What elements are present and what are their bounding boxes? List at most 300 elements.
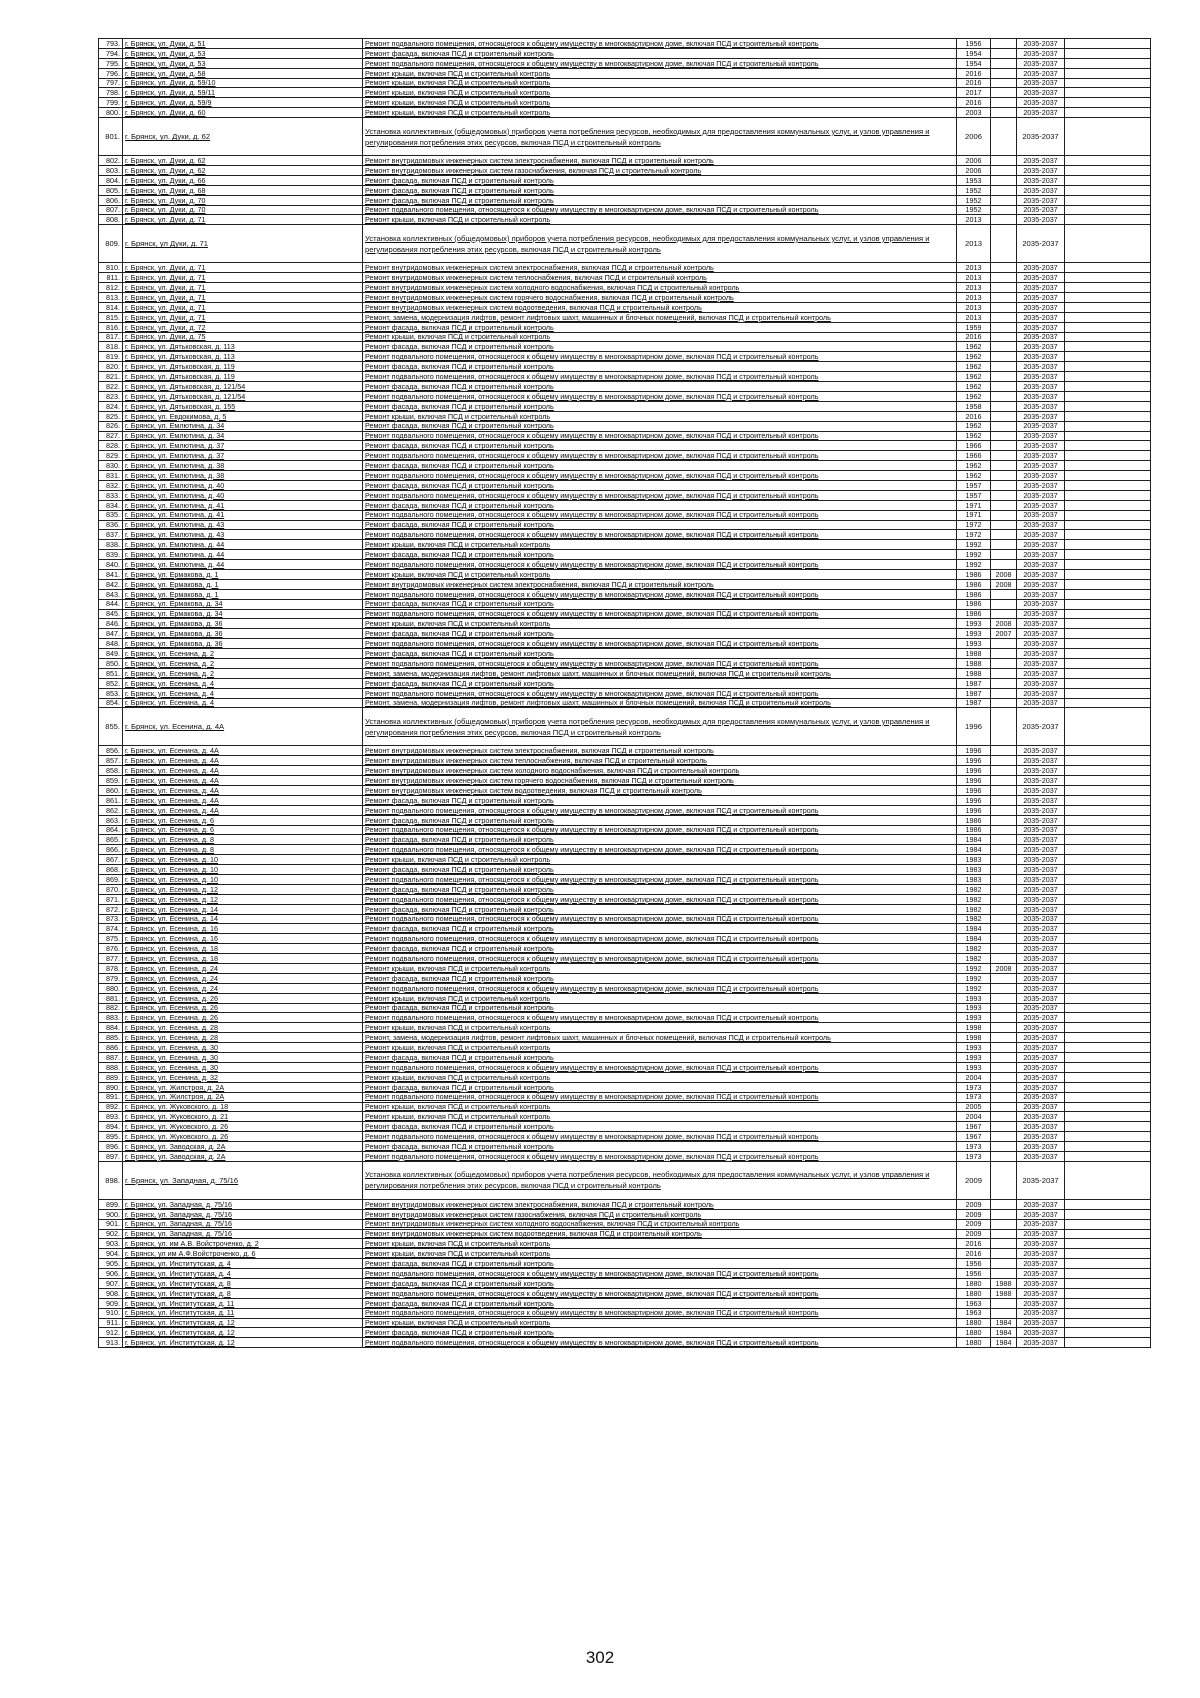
empty-cell: [1065, 283, 1151, 293]
build-year-cell: 2009: [957, 1209, 991, 1219]
build-year-cell: 1954: [957, 58, 991, 68]
address-cell: г. Брянск, ул. Есенина, д. 18: [123, 954, 363, 964]
last-repair-year-cell: [991, 845, 1017, 855]
address-cell: г. Брянск, ул. Емлютина, д. 43: [123, 530, 363, 540]
last-repair-year-cell: [991, 766, 1017, 776]
table-row: [99, 884, 1151, 894]
row-number: 872.: [99, 904, 123, 914]
table-row: [99, 166, 1151, 176]
empty-cell: [1065, 569, 1151, 579]
last-repair-year-cell: [991, 156, 1017, 166]
last-repair-year-cell: [991, 48, 1017, 58]
build-year-cell: 1962: [957, 362, 991, 372]
row-number: 820.: [99, 362, 123, 372]
table-row: [99, 1062, 1151, 1072]
row-number: 905.: [99, 1259, 123, 1269]
build-year-cell: 2013: [957, 312, 991, 322]
address-cell: г. Брянск, ул. Дуки, д. 51: [123, 39, 363, 49]
empty-cell: [1065, 756, 1151, 766]
address-cell: г. Брянск, ул. Дуки, д. 62: [123, 166, 363, 176]
address-cell: г. Брянск, ул. Емлютина, д. 34: [123, 431, 363, 441]
build-year-cell: 1962: [957, 382, 991, 392]
build-year-cell: 1972: [957, 520, 991, 530]
table-row: [99, 451, 1151, 461]
build-year-cell: 1953: [957, 175, 991, 185]
work-type-cell: Ремонт фасада, включая ПСД и строительный контроль: [363, 599, 957, 609]
work-type-cell: Ремонт фасада, включая ПСД и строительный контроль: [363, 1298, 957, 1308]
work-type-cell: Ремонт крыши, включая ПСД и строительный контроль: [363, 569, 957, 579]
address-cell: г. Брянск, ул. Емлютина, д. 40: [123, 480, 363, 490]
row-number: 879.: [99, 973, 123, 983]
last-repair-year-cell: [991, 855, 1017, 865]
work-type-cell: Ремонт внутридомовых инженерных систем электроснабжения, включая ПСД и строительный контроль: [363, 263, 957, 273]
row-number: 859.: [99, 776, 123, 786]
build-year-cell: 1962: [957, 342, 991, 352]
last-repair-year-cell: [991, 983, 1017, 993]
table-row: [99, 766, 1151, 776]
empty-cell: [1065, 490, 1151, 500]
row-number: 888.: [99, 1062, 123, 1072]
last-repair-year-cell: 2008: [991, 964, 1017, 974]
address-cell: г. Брянск, ул. Дуки, д. 71: [123, 283, 363, 293]
address-cell: г. Брянск, ул. Дуки, д. 62: [123, 156, 363, 166]
build-year-cell: 1996: [957, 795, 991, 805]
build-year-cell: 2009: [957, 1199, 991, 1209]
planned-period-cell: 2035-2037: [1017, 1132, 1065, 1142]
planned-period-cell: 2035-2037: [1017, 599, 1065, 609]
last-repair-year-cell: [991, 500, 1017, 510]
row-number: 881.: [99, 993, 123, 1003]
planned-period-cell: 2035-2037: [1017, 185, 1065, 195]
last-repair-year-cell: 1984: [991, 1338, 1017, 1348]
work-type-cell: Ремонт крыши, включая ПСД и строительный контроль: [363, 78, 957, 88]
build-year-cell: 2016: [957, 78, 991, 88]
build-year-cell: 1962: [957, 461, 991, 471]
address-cell: г. Брянск, ул. Институтская, д. 8: [123, 1288, 363, 1298]
planned-period-cell: 2035-2037: [1017, 342, 1065, 352]
row-number: 835.: [99, 510, 123, 520]
build-year-cell: 2016: [957, 98, 991, 108]
table-row: [99, 88, 1151, 98]
work-type-cell: Ремонт подвального помещения, относящегося к общему имуществу в многоквартирном доме, включая ПСД и строительный контроль: [363, 1092, 957, 1102]
empty-cell: [1065, 1092, 1151, 1102]
address-cell: г. Брянск, ул. Есенина, д. 12: [123, 884, 363, 894]
table-row: [99, 48, 1151, 58]
last-repair-year-cell: 2008: [991, 579, 1017, 589]
planned-period-cell: 2035-2037: [1017, 490, 1065, 500]
last-repair-year-cell: [991, 1062, 1017, 1072]
address-cell: г. Брянск, ул. Емлютина, д. 41: [123, 500, 363, 510]
planned-period-cell: 2035-2037: [1017, 1249, 1065, 1259]
build-year-cell: 1962: [957, 431, 991, 441]
empty-cell: [1065, 293, 1151, 303]
address-cell: г. Брянск, ул. Западная, д. 75/16: [123, 1161, 363, 1199]
row-number: 824.: [99, 401, 123, 411]
last-repair-year-cell: [991, 708, 1017, 746]
empty-cell: [1065, 401, 1151, 411]
planned-period-cell: 2035-2037: [1017, 678, 1065, 688]
build-year-cell: 1956: [957, 1259, 991, 1269]
empty-cell: [1065, 510, 1151, 520]
build-year-cell: 2013: [957, 283, 991, 293]
empty-cell: [1065, 39, 1151, 49]
last-repair-year-cell: [991, 1043, 1017, 1053]
planned-period-cell: 2035-2037: [1017, 1308, 1065, 1318]
work-type-cell: Ремонт внутридомовых инженерных систем водоотведения, включая ПСД и строительный контроль: [363, 302, 957, 312]
address-cell: г. Брянск, ул. Есенина, д. 8: [123, 845, 363, 855]
work-type-cell: Ремонт фасада, включая ПСД и строительный контроль: [363, 441, 957, 451]
planned-period-cell: 2035-2037: [1017, 805, 1065, 815]
table-row: [99, 708, 1151, 746]
row-number: 843.: [99, 589, 123, 599]
table-row: [99, 776, 1151, 786]
work-type-cell: Ремонт фасада, включая ПСД и строительный контроль: [363, 500, 957, 510]
work-type-cell: Ремонт крыши, включая ПСД и строительный контроль: [363, 619, 957, 629]
last-repair-year-cell: [991, 118, 1017, 156]
address-cell: г. Брянск, ул. Есенина, д. 4А: [123, 795, 363, 805]
table-row: [99, 293, 1151, 303]
table-row: [99, 688, 1151, 698]
build-year-cell: 1959: [957, 322, 991, 332]
row-number: 839.: [99, 550, 123, 560]
empty-cell: [1065, 954, 1151, 964]
planned-period-cell: 2035-2037: [1017, 1151, 1065, 1161]
last-repair-year-cell: 2007: [991, 629, 1017, 639]
build-year-cell: 1988: [957, 649, 991, 659]
last-repair-year-cell: [991, 520, 1017, 530]
address-cell: г. Брянск, ул. Жуковского, д. 26: [123, 1132, 363, 1142]
table-row: [99, 1249, 1151, 1259]
work-type-cell: Ремонт подвального помещения, относящегося к общему имуществу в многоквартирном доме, включая ПСД и строительный контроль: [363, 914, 957, 924]
last-repair-year-cell: [991, 1092, 1017, 1102]
planned-period-cell: 2035-2037: [1017, 1219, 1065, 1229]
table-row: [99, 1219, 1151, 1229]
address-cell: г. Брянск, ул. Институтская, д. 4: [123, 1259, 363, 1269]
table-row: [99, 1269, 1151, 1279]
address-cell: г. Брянск, ул. Есенина, д. 4: [123, 688, 363, 698]
empty-cell: [1065, 98, 1151, 108]
build-year-cell: 1983: [957, 875, 991, 885]
build-year-cell: 1880: [957, 1278, 991, 1288]
row-number: 810.: [99, 263, 123, 273]
table-row: [99, 1298, 1151, 1308]
table-row: [99, 1338, 1151, 1348]
address-cell: г. Брянск, ул. Дуки, д. 71: [123, 293, 363, 303]
last-repair-year-cell: [991, 195, 1017, 205]
row-number: 826.: [99, 421, 123, 431]
table-row: [99, 865, 1151, 875]
work-type-cell: Ремонт подвального помещения, относящегося к общему имуществу в многоквартирном доме, включая ПСД и строительный контроль: [363, 658, 957, 668]
empty-cell: [1065, 1269, 1151, 1279]
row-number: 833.: [99, 490, 123, 500]
planned-period-cell: 2035-2037: [1017, 1072, 1065, 1082]
table-row: [99, 973, 1151, 983]
work-type-cell: Ремонт крыши, включая ПСД и строительный контроль: [363, 1318, 957, 1328]
empty-cell: [1065, 215, 1151, 225]
row-number: 901.: [99, 1219, 123, 1229]
address-cell: г. Брянск, ул. Емлютина, д. 40: [123, 490, 363, 500]
empty-cell: [1065, 560, 1151, 570]
build-year-cell: 1993: [957, 1003, 991, 1013]
empty-cell: [1065, 1229, 1151, 1239]
last-repair-year-cell: [991, 510, 1017, 520]
table-row: [99, 322, 1151, 332]
planned-period-cell: 2035-2037: [1017, 1298, 1065, 1308]
table-row: [99, 1318, 1151, 1328]
address-cell: г. Брянск, ул. Институтская, д. 8: [123, 1278, 363, 1288]
row-number: 895.: [99, 1132, 123, 1142]
address-cell: г. Брянск, ул. Есенина, д. 14: [123, 904, 363, 914]
empty-cell: [1065, 273, 1151, 283]
address-cell: г. Брянск, ул. Дуки, д. 70: [123, 205, 363, 215]
planned-period-cell: 2035-2037: [1017, 1082, 1065, 1092]
work-type-cell: Ремонт фасада, включая ПСД и строительный контроль: [363, 815, 957, 825]
row-number: 837.: [99, 530, 123, 540]
work-type-cell: Ремонт подвального помещения, относящегося к общему имуществу в многоквартирном доме, включая ПСД и строительный контроль: [363, 983, 957, 993]
address-cell: г. Брянск, ул. Есенина, д. 10: [123, 865, 363, 875]
work-type-cell: Ремонт подвального помещения, относящегося к общему имуществу в многоквартирном доме, включая ПСД и строительный контроль: [363, 875, 957, 885]
build-year-cell: 2009: [957, 1219, 991, 1229]
table-row: [99, 875, 1151, 885]
last-repair-year-cell: [991, 904, 1017, 914]
address-cell: г. Брянск, ул. Есенина, д. 24: [123, 983, 363, 993]
row-number: 871.: [99, 894, 123, 904]
table-row: [99, 609, 1151, 619]
address-cell: г. Брянск, ул. Ермакова, д. 34: [123, 599, 363, 609]
planned-period-cell: 2035-2037: [1017, 175, 1065, 185]
work-type-cell: Ремонт крыши, включая ПСД и строительный контроль: [363, 993, 957, 1003]
work-type-cell: Ремонт крыши, включая ПСД и строительный контроль: [363, 1102, 957, 1112]
table-row: [99, 312, 1151, 322]
table-row: [99, 471, 1151, 481]
row-number: 841.: [99, 569, 123, 579]
planned-period-cell: 2035-2037: [1017, 520, 1065, 530]
table-row: [99, 1132, 1151, 1142]
planned-period-cell: 2035-2037: [1017, 1122, 1065, 1132]
last-repair-year-cell: [991, 1229, 1017, 1239]
table-row: [99, 540, 1151, 550]
address-cell: г. Брянск, ул. Есенина, д. 8: [123, 835, 363, 845]
row-number: 910.: [99, 1308, 123, 1318]
last-repair-year-cell: [991, 825, 1017, 835]
work-type-cell: Ремонт крыши, включая ПСД и строительный контроль: [363, 855, 957, 865]
row-number: 853.: [99, 688, 123, 698]
planned-period-cell: 2035-2037: [1017, 1013, 1065, 1023]
planned-period-cell: 2035-2037: [1017, 815, 1065, 825]
row-number: 838.: [99, 540, 123, 550]
planned-period-cell: 2035-2037: [1017, 401, 1065, 411]
work-type-cell: Ремонт фасада, включая ПСД и строительный контроль: [363, 904, 957, 914]
build-year-cell: 1958: [957, 401, 991, 411]
last-repair-year-cell: [991, 698, 1017, 708]
row-number: 882.: [99, 1003, 123, 1013]
empty-cell: [1065, 78, 1151, 88]
last-repair-year-cell: [991, 293, 1017, 303]
last-repair-year-cell: [991, 658, 1017, 668]
row-number: 907.: [99, 1278, 123, 1288]
empty-cell: [1065, 1062, 1151, 1072]
address-cell: г. Брянск, ул. Дуки, д. 71: [123, 215, 363, 225]
build-year-cell: 1987: [957, 678, 991, 688]
address-cell: г. Брянск, ул. Дуки, д. 62: [123, 118, 363, 156]
planned-period-cell: 2035-2037: [1017, 639, 1065, 649]
work-type-cell: Ремонт подвального помещения, относящегося к общему имуществу в многоквартирном доме, включая ПСД и строительный контроль: [363, 58, 957, 68]
row-number: 861.: [99, 795, 123, 805]
empty-cell: [1065, 924, 1151, 934]
address-cell: г. Брянск, ул. Емлютина, д. 38: [123, 461, 363, 471]
empty-cell: [1065, 629, 1151, 639]
row-number: 865.: [99, 835, 123, 845]
empty-cell: [1065, 746, 1151, 756]
work-type-cell: Ремонт фасада, включая ПСД и строительный контроль: [363, 1328, 957, 1338]
row-number: 904.: [99, 1249, 123, 1259]
build-year-cell: 2009: [957, 1161, 991, 1199]
table-row: [99, 500, 1151, 510]
table-row: [99, 332, 1151, 342]
empty-cell: [1065, 599, 1151, 609]
row-number: 801.: [99, 118, 123, 156]
empty-cell: [1065, 776, 1151, 786]
table-row: [99, 1308, 1151, 1318]
table-row: [99, 560, 1151, 570]
last-repair-year-cell: [991, 776, 1017, 786]
row-number: 889.: [99, 1072, 123, 1082]
planned-period-cell: 2035-2037: [1017, 766, 1065, 776]
address-cell: г. Брянск, ул. Есенина, д. 4А: [123, 805, 363, 815]
empty-cell: [1065, 1122, 1151, 1132]
build-year-cell: 1971: [957, 510, 991, 520]
table-row: [99, 362, 1151, 372]
row-number: 806.: [99, 195, 123, 205]
work-type-cell: Ремонт подвального помещения, относящегося к общему имуществу в многоквартирном доме, включая ПСД и строительный контроль: [363, 560, 957, 570]
work-type-cell: Ремонт подвального помещения, относящегося к общему имуществу в многоквартирном доме, включая ПСД и строительный контроль: [363, 510, 957, 520]
table-row: [99, 1209, 1151, 1219]
table-row: [99, 599, 1151, 609]
build-year-cell: 1996: [957, 805, 991, 815]
work-type-cell: Ремонт подвального помещения, относящегося к общему имуществу в многоквартирном доме, включая ПСД и строительный контроль: [363, 609, 957, 619]
address-cell: г. Брянск, ул. Есенина, д. 28: [123, 1033, 363, 1043]
row-number: 897.: [99, 1151, 123, 1161]
address-cell: г. Брянск, ул. Дуки, д. 66: [123, 175, 363, 185]
address-cell: г. Брянск, ул. Западная, д. 75/16: [123, 1199, 363, 1209]
planned-period-cell: 2035-2037: [1017, 205, 1065, 215]
work-type-cell: Ремонт подвального помещения, относящегося к общему имуществу в многоквартирном доме, включая ПСД и строительный контроль: [363, 352, 957, 362]
build-year-cell: 1972: [957, 530, 991, 540]
build-year-cell: 1986: [957, 569, 991, 579]
empty-cell: [1065, 1318, 1151, 1328]
work-type-cell: Ремонт подвального помещения, относящегося к общему имуществу в многоквартирном доме, включая ПСД и строительный контроль: [363, 805, 957, 815]
row-number: 822.: [99, 382, 123, 392]
address-cell: г. Брянск, ул. Институтская, д. 4: [123, 1269, 363, 1279]
planned-period-cell: 2035-2037: [1017, 293, 1065, 303]
empty-cell: [1065, 1151, 1151, 1161]
last-repair-year-cell: [991, 451, 1017, 461]
work-type-cell: Ремонт фасада, включая ПСД и строительный контроль: [363, 924, 957, 934]
last-repair-year-cell: [991, 1239, 1017, 1249]
empty-cell: [1065, 520, 1151, 530]
last-repair-year-cell: [991, 924, 1017, 934]
empty-cell: [1065, 1013, 1151, 1023]
row-number: 808.: [99, 215, 123, 225]
address-cell: г. Брянск, ул. Институтская, д. 12: [123, 1338, 363, 1348]
work-type-cell: Ремонт фасада, включая ПСД и строительный контроль: [363, 1122, 957, 1132]
table-row: [99, 1072, 1151, 1082]
work-type-cell: Ремонт внутридомовых инженерных систем горячего водоснабжения, включая ПСД и строительный контроль: [363, 293, 957, 303]
last-repair-year-cell: [991, 865, 1017, 875]
last-repair-year-cell: [991, 215, 1017, 225]
empty-cell: [1065, 973, 1151, 983]
empty-cell: [1065, 322, 1151, 332]
build-year-cell: 1973: [957, 1142, 991, 1152]
work-type-cell: Ремонт внутридомовых инженерных систем электроснабжения, включая ПСД и строительный контроль: [363, 746, 957, 756]
work-type-cell: Ремонт подвального помещения, относящегося к общему имуществу в многоквартирном доме, включая ПСД и строительный контроль: [363, 451, 957, 461]
empty-cell: [1065, 550, 1151, 560]
work-type-cell: Ремонт подвального помещения, относящегося к общему имуществу в многоквартирном доме, включая ПСД и строительный контроль: [363, 490, 957, 500]
planned-period-cell: 2035-2037: [1017, 708, 1065, 746]
build-year-cell: 2004: [957, 1072, 991, 1082]
table-row: [99, 964, 1151, 974]
address-cell: г. Брянск, ул. Заводская, д. 2А: [123, 1142, 363, 1152]
address-cell: г. Брянск, ул. Дуки, д. 58: [123, 68, 363, 78]
table-row: [99, 835, 1151, 845]
empty-cell: [1065, 1278, 1151, 1288]
row-number: 795.: [99, 58, 123, 68]
build-year-cell: 1993: [957, 1053, 991, 1063]
address-cell: г. Брянск, ул. Жуковского, д. 26: [123, 1122, 363, 1132]
build-year-cell: 1986: [957, 579, 991, 589]
work-type-cell: Ремонт фасада, включая ПСД и строительный контроль: [363, 1259, 957, 1269]
row-number: 850.: [99, 658, 123, 668]
build-year-cell: 1966: [957, 451, 991, 461]
row-number: 913.: [99, 1338, 123, 1348]
empty-cell: [1065, 668, 1151, 678]
last-repair-year-cell: [991, 1102, 1017, 1112]
build-year-cell: 1963: [957, 1298, 991, 1308]
last-repair-year-cell: [991, 263, 1017, 273]
empty-cell: [1065, 639, 1151, 649]
build-year-cell: 1984: [957, 845, 991, 855]
planned-period-cell: 2035-2037: [1017, 118, 1065, 156]
row-number: 898.: [99, 1161, 123, 1199]
empty-cell: [1065, 766, 1151, 776]
address-cell: г. Брянск, ул. Есенина, д. 26: [123, 993, 363, 1003]
table-row: [99, 195, 1151, 205]
row-number: 903.: [99, 1239, 123, 1249]
empty-cell: [1065, 58, 1151, 68]
address-cell: г. Брянск, ул. Дуки, д. 59/11: [123, 88, 363, 98]
last-repair-year-cell: [991, 805, 1017, 815]
last-repair-year-cell: [991, 471, 1017, 481]
work-type-cell: Ремонт, замена, модернизация лифтов, ремонт лифтовых шахт, машинных и блочных помещений, включая ПСД и строительный контроль: [363, 312, 957, 322]
address-cell: г. Брянск, ул. Есенина, д. 30: [123, 1043, 363, 1053]
table-row: [99, 480, 1151, 490]
work-type-cell: Ремонт подвального помещения, относящегося к общему имуществу в многоквартирном доме, включая ПСД и строительный контроль: [363, 1062, 957, 1072]
build-year-cell: 1982: [957, 944, 991, 954]
planned-period-cell: 2035-2037: [1017, 88, 1065, 98]
address-cell: г. Брянск, ул. Есенина, д. 10: [123, 875, 363, 885]
build-year-cell: 2009: [957, 1229, 991, 1239]
address-cell: г. Брянск, ул. Ермакова, д. 1: [123, 589, 363, 599]
row-number: 886.: [99, 1043, 123, 1053]
table-row: [99, 1328, 1151, 1338]
last-repair-year-cell: 1988: [991, 1288, 1017, 1298]
planned-period-cell: 2035-2037: [1017, 1161, 1065, 1199]
empty-cell: [1065, 835, 1151, 845]
build-year-cell: 1992: [957, 550, 991, 560]
build-year-cell: 2006: [957, 166, 991, 176]
work-type-cell: Установка коллективных (общедомовых) приборов учета потребления ресурсов, необходимых для предоставления коммунальных услуг, и узлов управления и регулирования потребления этих ресурсов, включая ПСД и строительный контроль: [363, 708, 957, 746]
planned-period-cell: 2035-2037: [1017, 629, 1065, 639]
